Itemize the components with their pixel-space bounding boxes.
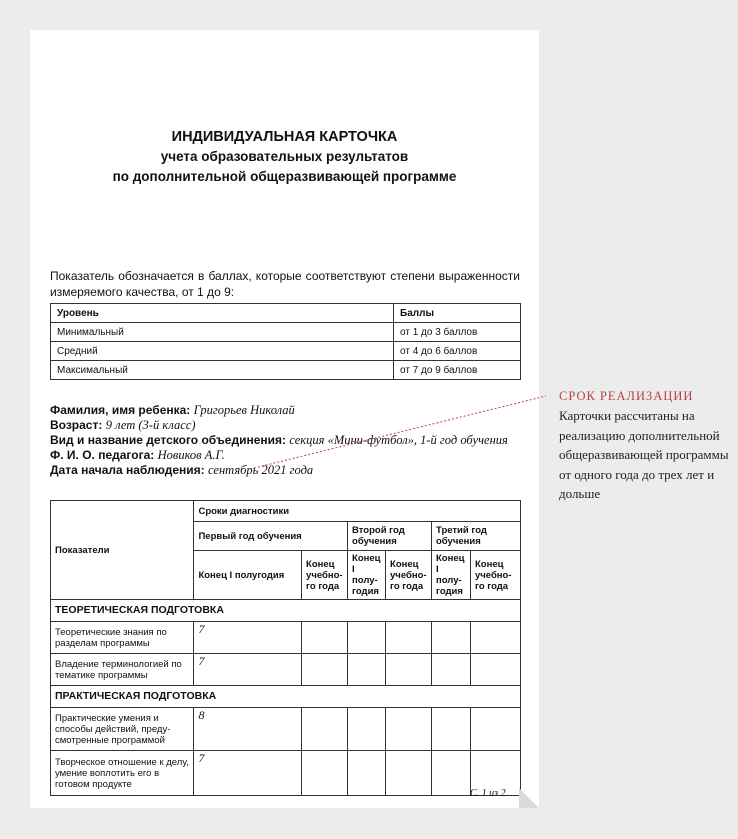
year2-header: Второй год обучения (348, 522, 432, 551)
card-subtitle-line2: по дополнительной общеразвивающей программе (112, 169, 457, 184)
level-cell: Минимальный (51, 323, 394, 342)
info-label: Возраст: (50, 418, 103, 432)
points-cell: от 7 до 9 баллов (394, 361, 521, 380)
indicator-label: Теоретические знания по разделам программы (51, 622, 194, 654)
intro-text: Показатель обозначается в баллах, которые соответствуют степени выраженности измеряемого качества, от 1 до 9: (50, 269, 520, 299)
indicator-label: Владение терминологией по тематике программы (51, 654, 194, 686)
info-value: Григорьев Николай (193, 403, 295, 417)
info-label: Дата начала наблюдения: (50, 463, 205, 477)
level-cell: Средний (51, 342, 394, 361)
points-header: Баллы (394, 304, 521, 323)
points-cell: от 4 до 6 баллов (394, 342, 521, 361)
year1-header: Первый год обучения (194, 522, 348, 551)
indicator-label: Творческое отношение к делу, умение воплотить его в готовом продукте (51, 751, 194, 796)
y3-end-header: Конец учебно-го года (470, 551, 520, 600)
info-label: Вид и название детского объединения: (50, 433, 287, 447)
info-value: секция «Мини-футбол», 1-й год обучения (289, 433, 508, 447)
page-number: С. 1 из 2 (470, 788, 506, 799)
y2-half-header: Конец I полу-годия (348, 551, 386, 600)
info-label: Ф. И. О. педагога: (50, 448, 155, 462)
y1-half-header: Конец I полугодия (194, 551, 302, 600)
sidebar-title: СРОК РЕАЛИЗАЦИИ (559, 389, 694, 403)
info-label: Фамилия, имя ребенка: (50, 403, 191, 417)
score-cell: 7 (194, 654, 302, 686)
section-practice: ПРАКТИЧЕСКАЯ ПОДГОТОВКА (51, 686, 521, 708)
terms-header: Сроки диагностики (194, 501, 521, 522)
card-title: ИНДИВИДУАЛЬНАЯ КАРТОЧКА (171, 129, 398, 145)
score-cell: 7 (194, 751, 302, 796)
indicator-label: Практические умения и способы действий, преду-смотренные программой (51, 708, 194, 751)
card-subtitle-line1: учета образовательных результатов (160, 149, 409, 164)
level-header: Уровень (51, 304, 394, 323)
info-value: 9 лет (3-й класс) (105, 418, 196, 432)
level-cell: Максимальный (51, 361, 394, 380)
info-value: сентябрь 2021 года (208, 463, 314, 477)
leader-dotted-line (250, 396, 546, 469)
section-theory: ТЕОРЕТИЧЕСКАЯ ПОДГОТОВКА (51, 600, 521, 622)
sidebar-text: Карточки рассчитаны на реализацию дополнительной общеразвивающей программы от одного года до трех лет и дольше (559, 408, 729, 501)
points-cell: от 1 до 3 баллов (394, 323, 521, 342)
y3-half-header: Конец I полу-годия (432, 551, 471, 600)
score-cell: 8 (194, 708, 302, 751)
year3-header: Третий год обучения (432, 522, 521, 551)
y2-end-header: Конец учебно-го года (386, 551, 432, 600)
indicators-header: Показатели (51, 501, 194, 600)
y1-end-header: Конец учебно-го года (302, 551, 348, 600)
score-cell: 7 (194, 622, 302, 654)
info-value: Новиков А.Г. (157, 448, 225, 462)
